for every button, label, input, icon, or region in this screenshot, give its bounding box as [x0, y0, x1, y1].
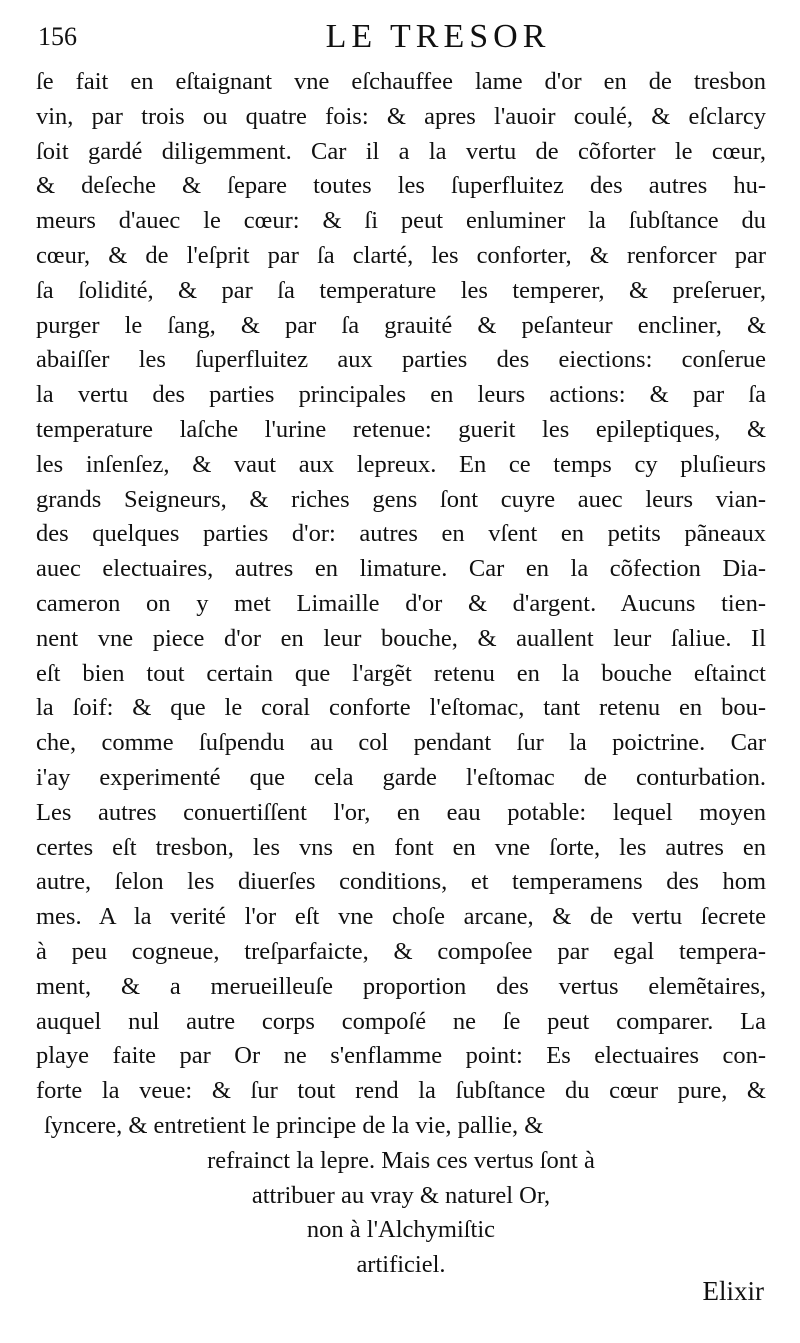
text-line: mes. A la verité l'or eſt vne choſe arcane, & de vertu ſecrete [36, 903, 766, 931]
text-line: ſe fait en eſtaignant vne eſchauffee lame d'or en de tresbon [36, 68, 766, 95]
text-line: Les autres conuertiſſent l'or, en eau potable: lequel moyen [36, 798, 766, 826]
text-line: forte la veue: & ſur tout rend la ſubſtance du cœur pure, & [36, 1077, 766, 1105]
text-line: ment, & a merueilleuſe proportion des vertus elemẽtaires, [36, 972, 766, 1000]
text-line: grands Seigneurs, & riches gens ſont cuyre auec leurs vian- [36, 485, 766, 513]
text-line: ſoit gardé diligemment. Car il a la vertu de cõforter le cœur, [36, 137, 766, 165]
tail-line: artificiel. [356, 1251, 446, 1279]
text-line: temperature laſche l'urine retenue: guerit les epileptiques, & [36, 415, 766, 443]
text-line: cameron on y met Limaille d'or & d'argent. Aucuns tien- [36, 589, 766, 617]
text-line: auquel nul autre corps compoſé ne ſe peut comparer. La [36, 1007, 766, 1035]
text-line: à peu cogneue, treſparfaicte, & compoſee par egal tempera- [36, 937, 766, 965]
text-line: meurs d'auec le cœur: & ſi peut enluminer la ſubſtance du [36, 207, 766, 235]
text-line: auec electuaires, autres en limature. Car en la cõfection Dia- [36, 555, 766, 583]
page-header [38, 18, 778, 58]
text-line: purger le ſang, & par ſa grauité & peſanteur encliner, & [36, 311, 766, 339]
page-number: 156 [38, 22, 77, 51]
text-line: playe faite par Or ne s'enflamme point: Es electuaires con- [36, 1042, 766, 1070]
text-line: che, comme ſuſpendu au col pendant ſur la poictrine. Car [36, 729, 766, 757]
running-title: LE TRESOR [325, 18, 551, 55]
tail-line: ſyncere, & entretient le principe de la vie, pallie, & [44, 1111, 544, 1139]
text-line: eſt bien tout certain que l'argẽt retenu en la bouche eſtainct [36, 659, 766, 687]
catchword: Elixir [702, 1276, 764, 1306]
text-line: autre, ſelon les diuerſes conditions, et temperamens des hom [36, 868, 766, 896]
text-line: & deſeche & ſepare toutes les ſuperfluitez des autres hu- [36, 172, 766, 200]
body-text [36, 65, 766, 1283]
tail-line: non à l'Alchymiſtic [306, 1216, 496, 1244]
text-line: vin, par trois ou quatre fois: & apres l'auoir coulé, & eſclarcy [36, 102, 766, 130]
text-line: certes eſt tresbon, les vns en font en vne ſorte, les autres en [36, 833, 766, 861]
text-line: la ſoif: & que le coral conforte l'eſtomac, tant retenu en bou- [36, 694, 766, 722]
tail-line: refrainct la lepre. Mais ces vertus ſont à [207, 1146, 595, 1174]
text-line: des quelques parties d'or: autres en vſent en petits pãneaux [36, 520, 766, 548]
text-line: cœur, & de l'eſprit par ſa clarté, les conforter, & renforcer par [36, 241, 766, 269]
text-line: i'ay experimenté que cela garde l'eſtomac de conturbation. [36, 763, 766, 791]
text-line: ſa ſolidité, & par ſa temperature les temperer, & preſeruer, [36, 276, 766, 304]
tail-line: attribuer au vray & naturel Or, [251, 1181, 551, 1209]
text-line: nent vne piece d'or en leur bouche, & auallent leur ſaliue. Il [36, 624, 766, 652]
text-line: abaiſſer les ſuperfluitez aux parties des eiections: conſerue [36, 346, 766, 374]
text-line: les inſenſez, & vaut aux lepreux. En ce temps cy pluſieurs [36, 450, 766, 478]
text-line: la vertu des parties principales en leurs actions: & par ſa [36, 381, 766, 409]
